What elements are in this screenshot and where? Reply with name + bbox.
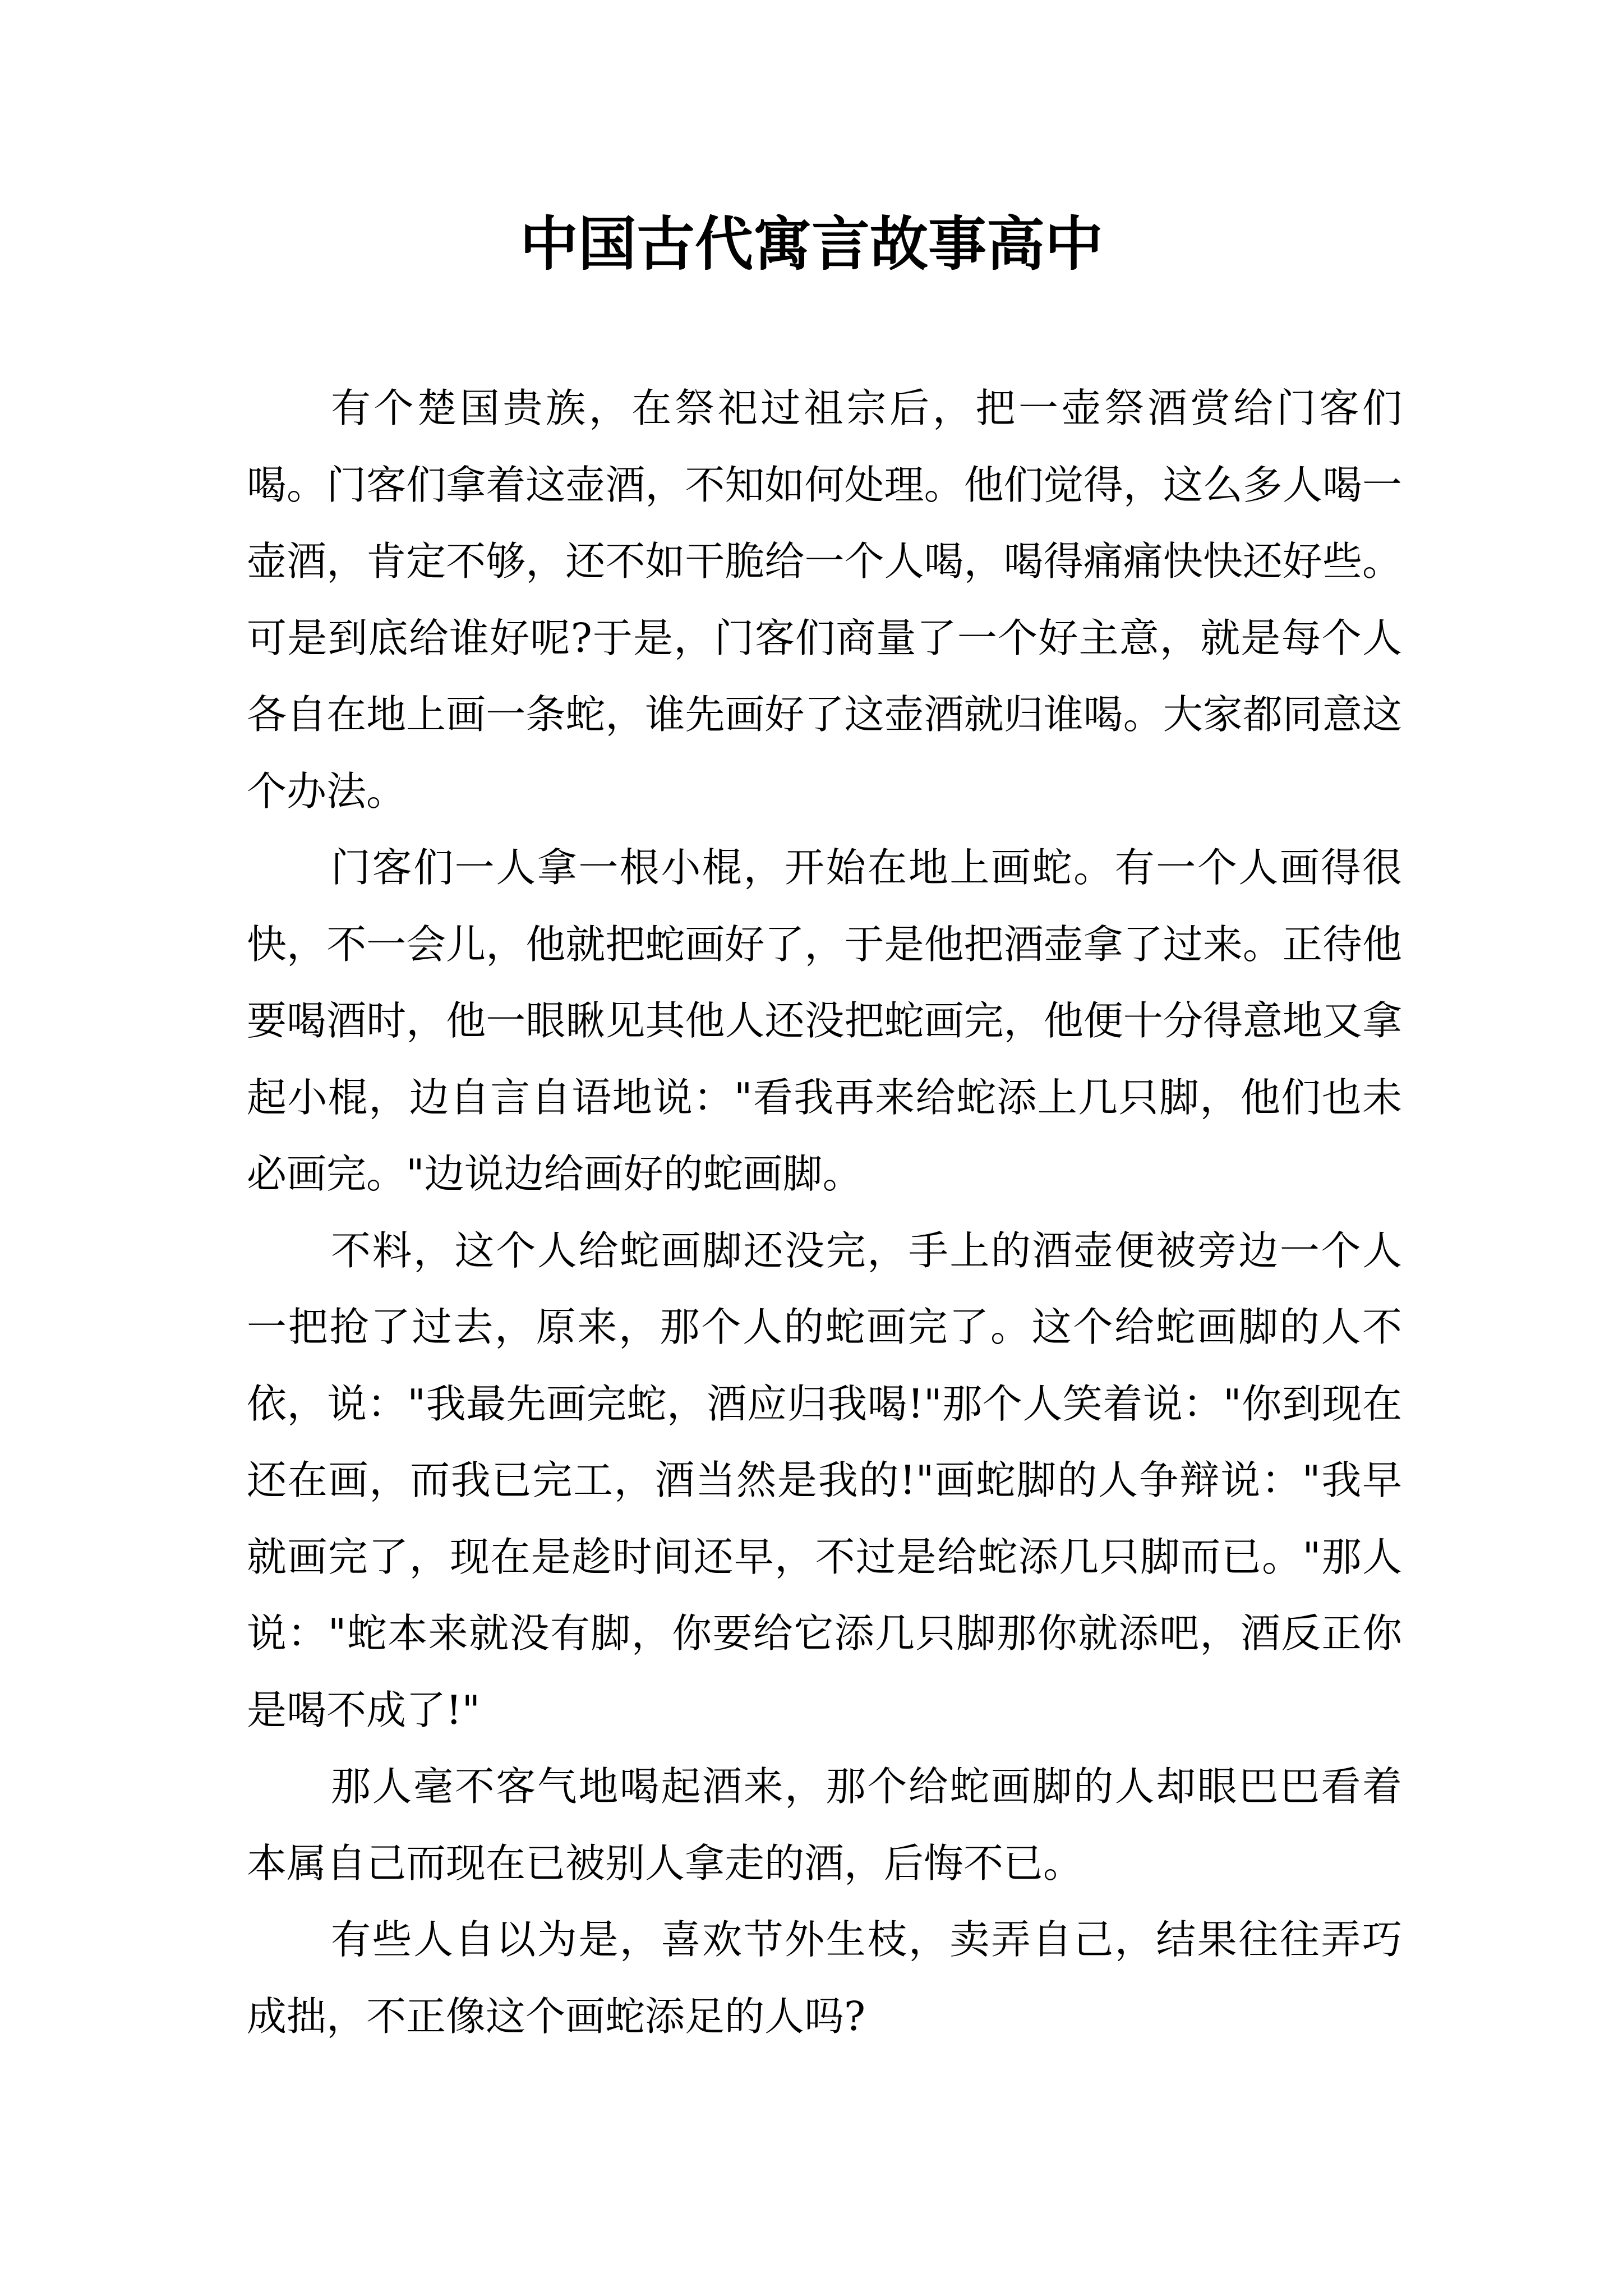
paragraph-4: 那人毫不客气地喝起酒来，那个给蛇画脚的人却眼巴巴看着本属自己而现在已被别人拿走的酒，后悔不已。 [247, 1763, 1402, 1887]
paragraph-2: 门客们一人拿一根小棍，开始在地上画蛇。有一个人画得很快，不一会儿，他就把蛇画好了，于是他把酒壶拿了过来。正待他要喝酒时，他一眼瞅见其他人还没把蛇画完，他便十分得意地又拿起小棍，边自言自语地说："看我再来给蛇添上几只脚，他们也未必画完。"边说边给画好的蛇画脚。 [247, 844, 1402, 1197]
page-title: 中国古代寓言故事高中 [519, 209, 1103, 278]
paragraph-3: 不料，这个人给蛇画脚还没完，手上的酒壶便被旁边一个人一把抢了过去，原来，那个人的蛇画完了。这个给蛇画脚的人不依，说："我最先画完蛇，酒应归我喝!"那个人笑着说："你到现在还在画，而我已完工，酒当然是我的!"画蛇脚的人争辩说："我早就画完了，现在是趁时间还早，不过是给蛇添几只脚而已。"那人说："蛇本来就没有脚，你要给它添几只脚那你就添吧，酒反正你是喝不成了!" [247, 1227, 1402, 1733]
paragraph-5: 有些人自以为是，喜欢节外生枝，卖弄自己，结果往往弄巧成拙，不正像这个画蛇添足的人吗? [247, 1916, 1402, 2040]
paragraph-1: 有个楚国贵族，在祭祀过祖宗后，把一壶祭酒赏给门客们喝。门客们拿着这壶酒，不知如何处理。他们觉得，这么多人喝一壶酒，肯定不够，还不如干脆给一个人喝，喝得痛痛快快还好些。可是到底给谁好呢?于是，门客们商量了一个好主意，就是每个人各自在地上画一条蛇，谁先画好了这壶酒就归谁喝。大家都同意这个办法。 [247, 385, 1402, 815]
document-body [247, 370, 1402, 2055]
